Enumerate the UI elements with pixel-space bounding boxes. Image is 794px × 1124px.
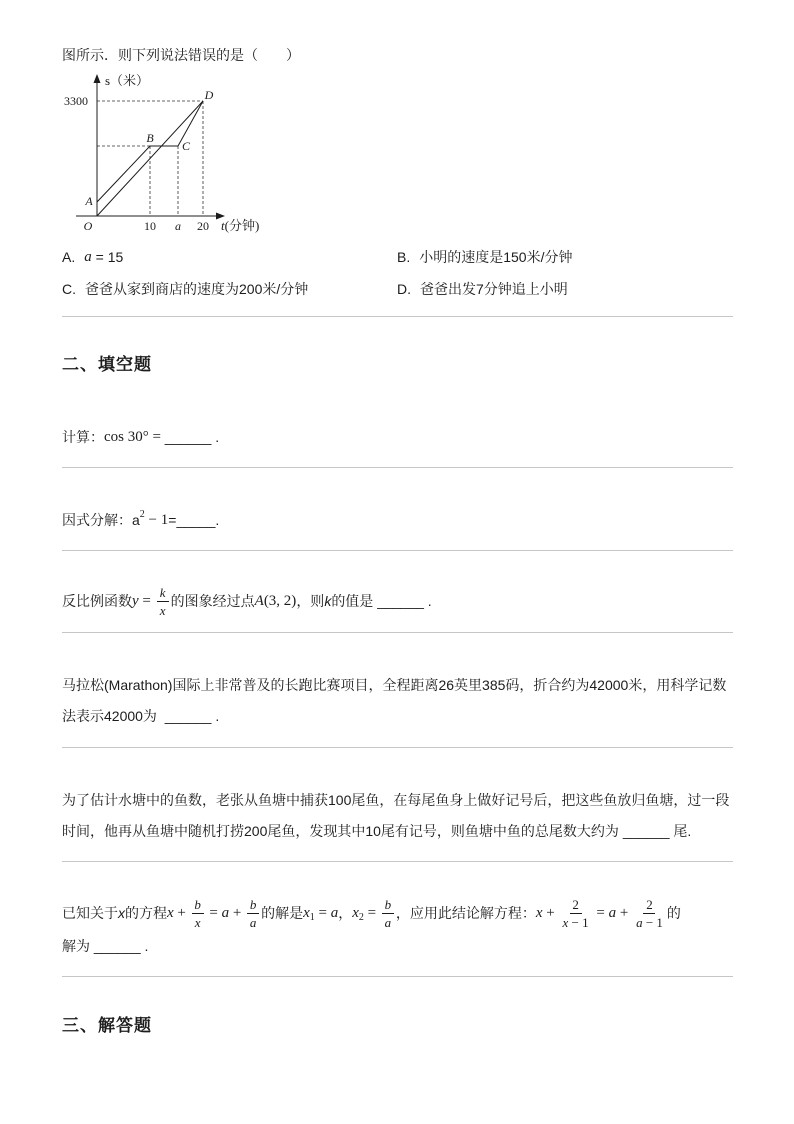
question-2 <box>62 508 219 532</box>
option-text: 爸爸从家到商店的速度为200米/分钟 <box>85 281 309 297</box>
q4-text: 马拉松(Marathon)国际上非常普及的长跑比赛项目，全程距离26英里385码，折合约为42000米，用科学记数 <box>62 677 727 693</box>
fraction-denominator <box>561 914 591 930</box>
fraction-numerator: b <box>192 897 204 914</box>
q2-suffix: =_____. <box>168 512 220 528</box>
option-text: = 15 <box>91 249 124 265</box>
question-6-line-1 <box>62 893 681 933</box>
q6-sol1-subscript: 1 <box>309 911 315 923</box>
question-stem <box>62 43 300 67</box>
option-a <box>62 245 123 269</box>
question-stem-text: 图所示．则下列说法错误的是（ ） <box>62 47 300 63</box>
q6-eq2-rhs: a <box>608 904 617 921</box>
q6-eq1-rhs: a <box>221 904 230 921</box>
q2-exponent: 2 <box>139 508 145 520</box>
x-axis-variable: t <box>221 218 225 233</box>
x-tick-label: a <box>175 219 181 233</box>
question-5-line-1 <box>62 788 729 812</box>
option-d <box>397 277 568 301</box>
option-text: 爸爸出发7分钟追上小明 <box>420 281 568 297</box>
question-divider <box>62 747 733 748</box>
q3-mid2: ，则 <box>296 593 325 609</box>
q6-eq2-plus: + <box>616 904 633 921</box>
q3-point-name: A <box>254 592 264 609</box>
q6-eq1-lhs: x <box>167 904 174 921</box>
answer-blank: ______ <box>164 429 212 445</box>
fraction-denominator-rest: − 1 <box>642 914 663 930</box>
q3-lhs-variable: y <box>132 592 139 609</box>
q5-text: 为了估计水塘中的鱼数，老张从鱼塘中捕获100尾鱼，在每尾鱼身上做好记号后，把这些鱼放归鱼塘，过一段 <box>62 792 730 808</box>
section-title-text: 三、解答题 <box>62 1015 152 1035</box>
fraction-numerator: b <box>382 897 394 914</box>
q6-text: ， <box>338 905 353 921</box>
q3-equals: = <box>138 592 155 609</box>
point-c-label: C <box>181 139 191 153</box>
point-b-label: B <box>146 131 154 145</box>
q1-prefix: 计算： <box>62 429 104 445</box>
q6-text: ，应用此结论解方程： <box>395 905 536 921</box>
fraction-numerator: k <box>157 585 169 602</box>
question-5-line-2 <box>62 819 691 843</box>
q6-sol2-subscript: 2 <box>358 911 364 923</box>
q6-sol2-variable: x <box>352 904 359 921</box>
fraction-denominator-variable: a <box>636 914 643 930</box>
q6-sol1-variable: x <box>303 904 310 921</box>
question-3 <box>62 581 432 621</box>
y-value-label: 3300 <box>64 94 88 108</box>
q6-text: 解为 ______ . <box>62 938 149 954</box>
section-title-fill <box>62 350 152 374</box>
question-divider <box>62 467 733 468</box>
y-axis-label: s（米） <box>105 73 150 88</box>
q2-prefix: 因式分解： <box>62 512 132 528</box>
distance-time-graph <box>55 66 287 242</box>
question-4-line-1 <box>62 673 726 697</box>
q2-math: − 1 <box>144 511 169 528</box>
section-title-solve <box>62 1011 152 1035</box>
q1-math: cos 30° = <box>104 428 165 445</box>
option-letter: B. <box>397 249 411 265</box>
question-1 <box>62 425 219 449</box>
x-axis-unit: (分钟) <box>224 218 260 233</box>
q6-text: 的 <box>666 905 681 921</box>
q3-mid: 的图象经过点 <box>170 593 255 609</box>
section-title-text: 二、填空题 <box>62 354 152 374</box>
option-letter: C. <box>62 281 76 297</box>
x-tick-label: 20 <box>197 219 209 233</box>
option-variable: a <box>84 248 92 265</box>
q6-eq1-plus: + <box>229 904 246 921</box>
point-a-label: A <box>85 194 93 208</box>
option-letter: D. <box>397 281 411 297</box>
q6-eq2-equals: = <box>592 904 609 921</box>
origin-label: O <box>83 219 93 233</box>
q3-fraction <box>157 585 169 618</box>
fraction-denominator: x <box>159 602 166 618</box>
q2-base: a <box>132 512 140 528</box>
x-axis-label <box>221 218 259 233</box>
q6-eq2-plus: + <box>542 904 559 921</box>
q6-sol1-equals: = <box>314 904 331 921</box>
q6-variable: x <box>118 905 125 921</box>
question-6-line-2 <box>62 934 148 958</box>
q6-eq1-fraction-1 <box>192 897 204 930</box>
x-tick-label: 10 <box>144 219 156 233</box>
q3-suffix: 的值是 ______ . <box>331 593 432 609</box>
q3-variable: k <box>324 593 332 609</box>
q3-prefix: 反比例函数 <box>62 593 132 609</box>
q6-text: 已知关于 <box>62 905 118 921</box>
q6-eq2-fraction-1 <box>561 897 591 930</box>
fraction-numerator: 2 <box>643 897 655 914</box>
question-divider <box>62 550 733 551</box>
question-4-line-2 <box>62 704 219 728</box>
option-b <box>397 245 572 269</box>
q6-eq2-lhs: x <box>535 904 543 921</box>
q6-eq2-fraction-2 <box>634 897 665 930</box>
q6-eq1-plus: + <box>173 904 190 921</box>
option-c <box>62 277 308 301</box>
q5-text: 时间，他再从鱼塘中随机打捞200尾鱼，发现其中10尾有记号，则鱼塘中鱼的总尾数大约为 ______ 尾. <box>62 823 692 839</box>
option-text: 小明的速度是150米/分钟 <box>419 249 573 265</box>
q3-point-coords: (3, 2) <box>263 592 297 609</box>
fraction-denominator <box>634 914 665 930</box>
question-divider <box>62 861 733 862</box>
fraction-denominator: a <box>249 914 257 930</box>
fraction-denominator-rest: − 1 <box>568 914 589 930</box>
q6-sol1-value: a <box>330 904 339 921</box>
question-divider <box>62 316 733 317</box>
q6-eq1-equals: = <box>205 904 222 921</box>
fraction-denominator: x <box>194 914 201 930</box>
question-divider <box>62 632 733 633</box>
q6-sol2-equals: = <box>363 904 380 921</box>
q6-sol2-fraction <box>382 897 394 930</box>
q4-text: 法表示42000为 ______ . <box>62 708 220 724</box>
fraction-denominator-variable: x <box>562 914 569 930</box>
q6-eq1-fraction-2 <box>247 897 259 930</box>
option-letter: A. <box>62 249 76 265</box>
q6-text: 的解是 <box>261 905 304 921</box>
q6-text: 的方程 <box>125 905 167 921</box>
point-d-label: D <box>204 88 214 102</box>
fraction-numerator: b <box>247 897 259 914</box>
fraction-denominator: a <box>384 914 392 930</box>
question-divider <box>62 976 733 977</box>
y-axis-arrow-icon <box>94 74 101 83</box>
q1-suffix: . <box>211 429 220 445</box>
fraction-numerator: 2 <box>570 897 582 914</box>
